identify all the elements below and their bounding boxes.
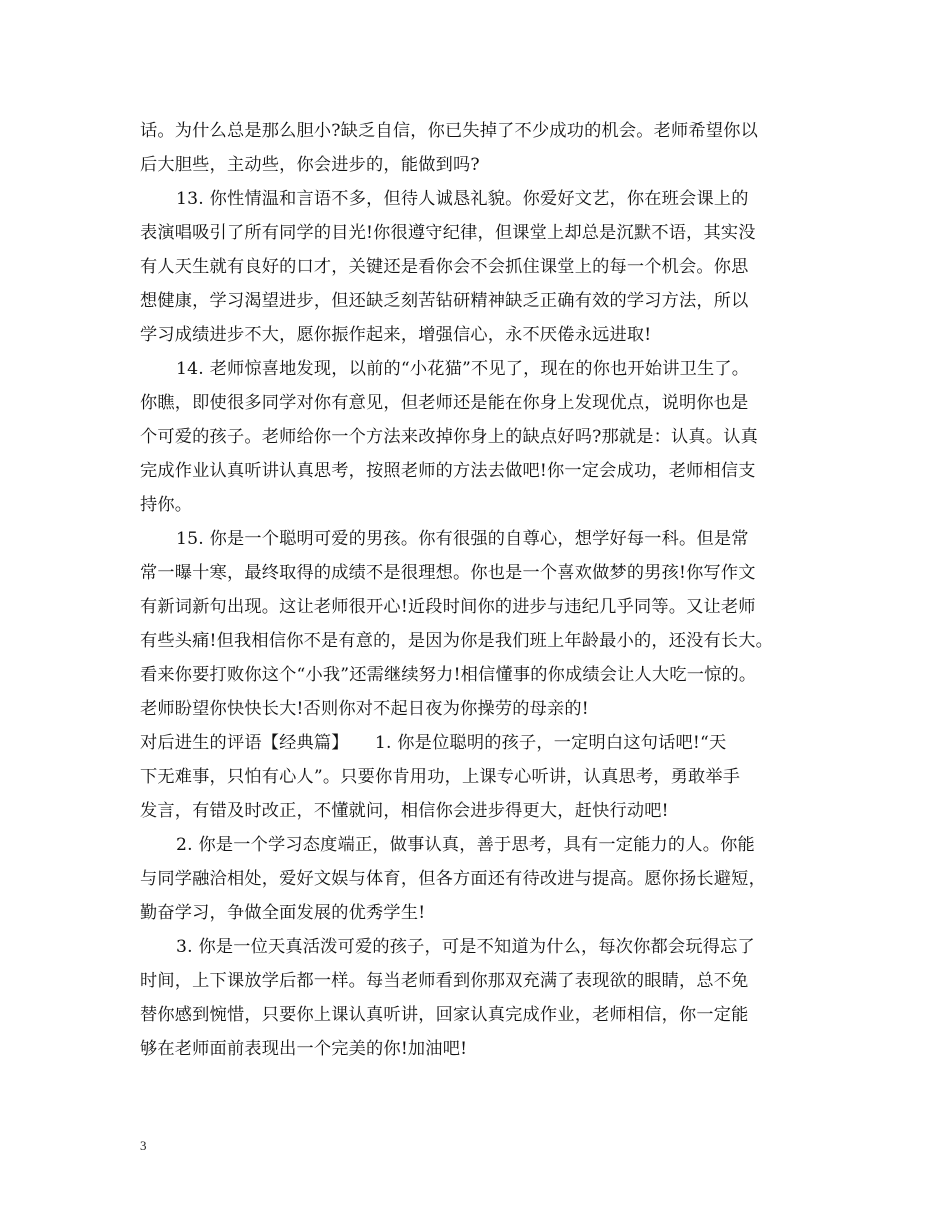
text-line: 15. 你是一个聪明可爱的男孩。你有很强的自尊心，想学好每一科。但是常 bbox=[176, 529, 749, 549]
text-line: 常一曝十寒，最终取得的成绩不是很理想。你也是一个喜欢做梦的男孩!你写作文 bbox=[140, 563, 756, 583]
text-line: 2. 你是一个学习态度端正，做事认真，善于思考，具有一定能力的人。你能 bbox=[176, 835, 755, 855]
text-line: 学习成绩进步不大，愿你振作起来，增强信心，永不厌倦永远进取! bbox=[140, 325, 652, 345]
text-line: 持你。 bbox=[140, 495, 193, 515]
text-line: 有些头痛!但我相信你不是有意的，是因为你是我们班上年龄最小的，还没有长大。 bbox=[140, 631, 774, 651]
text-line: 勤奋学习，争做全面发展的优秀学生! bbox=[140, 903, 426, 923]
text-line: 你瞧，即使很多同学对你有意见，但老师还是能在你身上发现优点，说明你也是 bbox=[140, 393, 749, 413]
text-line: 14. 老师惊喜地发现，以前的“小花猫”不见了，现在的你也开始讲卫生了。 bbox=[176, 359, 750, 379]
text-line: 与同学融洽相处，爱好文娱与体育，但各方面还有待改进与提高。愿你扬长避短， bbox=[140, 869, 766, 889]
text-line: 后大胆些，主动些，你会进步的，能做到吗? bbox=[140, 155, 480, 175]
text-line: 时间，上下课放学后都一样。每当老师看到你那双充满了表现欲的眼睛，总不免 bbox=[140, 971, 749, 991]
text-line: 个可爱的孩子。老师给你一个方法来改掉你身上的缺点好吗?那就是：认真。认真 bbox=[140, 427, 758, 447]
text-line: 想健康，学习渴望进步，但还缺乏刻苦钻研精神缺乏正确有效的学习方法，所以 bbox=[140, 291, 749, 311]
text-line: 看来你要打败你这个“小我”还需继续努力!相信懂事的你成绩会让人大吃一惊的。 bbox=[140, 665, 757, 685]
text-line: 有新词新句出现。这让老师很开心!近段时间你的进步与违纪几乎同等。又让老师 bbox=[140, 597, 756, 617]
page-number: 3 bbox=[140, 1138, 147, 1153]
text-line: 发言，有错及时改正，不懂就问，相信你会进步得更大，赶快行动吧! bbox=[140, 801, 669, 821]
document-body bbox=[140, 114, 830, 1066]
text-line: 13. 你性情温和言语不多，但待人诚恳礼貌。你爱好文艺，你在班会课上的 bbox=[176, 189, 749, 209]
text-line: 有人天生就有良好的口才，关键还是看你会不会抓住课堂上的每一个机会。你思 bbox=[140, 257, 749, 277]
text-line: 话。为什么总是那么胆小?缺乏自信，你已失掉了不少成功的机会。老师希望你以 bbox=[140, 121, 758, 141]
text-lines bbox=[140, 114, 830, 1066]
text-line: 完成作业认真听讲认真思考，按照老师的方法去做吧!你一定会成功，老师相信支 bbox=[140, 461, 756, 481]
text-line: 表演唱吸引了所有同学的目光!你很遵守纪律，但课堂上却总是沉默不语，其实没 bbox=[140, 223, 756, 243]
text-line: 够在老师面前表现出一个完美的你!加油吧! bbox=[140, 1039, 468, 1059]
text-line: 替你感到惋惜，只要你上课认真听讲，回家认真完成作业，老师相信，你一定能 bbox=[140, 1005, 749, 1025]
text-line: 3. 你是一位天真活泼可爱的孩子，可是不知道为什么，每次你都会玩得忘了 bbox=[176, 937, 755, 957]
text-line: 下无难事，只怕有心人”。只要你肯用功，上课专心听讲，认真思考，勇敢举手 bbox=[140, 767, 741, 787]
text-line: 对后进生的评语【经典篇】 1. 你是位聪明的孩子，一定明白这句话吧!“天 bbox=[140, 733, 727, 753]
text-line: 老师盼望你快快长大!否则你对不起日夜为你操劳的母亲的! bbox=[140, 699, 589, 719]
